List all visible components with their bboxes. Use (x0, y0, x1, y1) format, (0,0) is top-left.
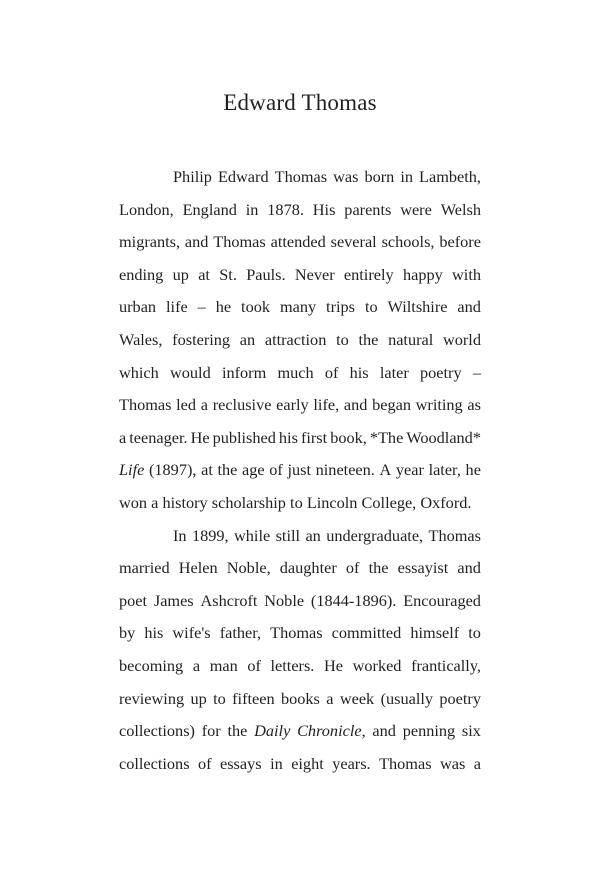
word: Thomas (213, 232, 266, 252)
word: Never (294, 264, 335, 284)
word: parents (344, 199, 392, 219)
word: won (119, 492, 148, 512)
word: Welsh (440, 199, 481, 219)
word: poetry (439, 688, 481, 708)
body-text (119, 161, 481, 780)
word: first (300, 427, 328, 447)
word: Lincoln (306, 492, 358, 512)
word: Woodland* (406, 427, 481, 447)
word: the (217, 460, 238, 480)
word: becoming (119, 655, 184, 675)
word: writing (415, 395, 463, 415)
word: Philip (173, 167, 212, 186)
word: while (234, 525, 271, 545)
word: to (364, 297, 378, 317)
word: in (245, 199, 259, 219)
word: and (457, 558, 481, 578)
word: essayist (397, 558, 449, 578)
text-line (119, 389, 481, 422)
word: letters. (270, 655, 315, 675)
word: (1897), (148, 460, 197, 480)
word: essays (220, 753, 262, 773)
word: urban (119, 297, 157, 317)
text-line (119, 291, 481, 324)
word: his (278, 427, 298, 447)
word: attended (270, 232, 326, 252)
word: Thomas (428, 525, 481, 545)
word: father, (219, 623, 262, 643)
word: Noble (264, 590, 305, 610)
word: before (439, 232, 481, 252)
word: reviewing (119, 688, 185, 708)
word: penning (402, 721, 456, 741)
word: himself (410, 623, 460, 643)
text-line (119, 585, 481, 618)
word: teenager. (129, 427, 188, 447)
word: many (279, 297, 317, 317)
word: books (280, 688, 320, 708)
text-line (119, 161, 481, 194)
word: A (379, 460, 392, 480)
word: life, (313, 395, 340, 415)
word: schools, (381, 232, 435, 252)
word: the (368, 558, 389, 578)
word: born (364, 167, 395, 186)
text-line (119, 552, 481, 585)
word: Chronicle, (297, 715, 366, 748)
text-line (119, 520, 481, 553)
word: at (198, 264, 210, 284)
word: up (172, 264, 189, 284)
word: poet (119, 590, 148, 610)
word: book, (330, 427, 367, 447)
word: would (170, 362, 211, 382)
word: a (151, 492, 159, 512)
word: wife's (172, 623, 211, 643)
word: *The (369, 427, 404, 447)
word: of (269, 460, 283, 480)
word: took (241, 297, 270, 317)
word: collections) (119, 721, 195, 741)
word: which (119, 362, 159, 382)
word: a (473, 753, 481, 773)
word: led (176, 395, 197, 415)
word: 1878. (267, 199, 304, 219)
word: for (201, 721, 221, 741)
text-line (119, 226, 481, 259)
word: to (468, 623, 481, 643)
word: Noble, (226, 558, 271, 578)
word: early (276, 395, 309, 415)
word (254, 715, 290, 748)
word: an (305, 525, 321, 545)
word: age (242, 460, 265, 480)
word: Thomas (274, 167, 328, 186)
word: married (119, 558, 170, 578)
text-line (119, 259, 481, 292)
word: frantically, (411, 655, 481, 675)
word: ending (119, 264, 164, 284)
word: migrants, (119, 232, 181, 252)
word: a (192, 655, 201, 675)
word (119, 454, 144, 487)
chapter-title: Edward Thomas (223, 90, 377, 115)
word: just (287, 460, 311, 480)
word: natural (388, 329, 434, 349)
word: was (333, 167, 359, 186)
word: poetry (420, 362, 462, 382)
word: St. (219, 264, 237, 284)
word: happy (402, 264, 443, 284)
word: and (457, 297, 481, 317)
word: collections (119, 753, 190, 773)
word: His (312, 199, 336, 219)
word: attraction (264, 329, 327, 349)
text-line (119, 357, 481, 390)
word: daughter (279, 558, 337, 578)
word: 1899, (191, 525, 229, 545)
word: nineteen. (315, 460, 375, 480)
word: fifteen (232, 688, 275, 708)
word: still (275, 525, 301, 545)
word: a (119, 427, 127, 447)
word: – (197, 297, 206, 317)
word: of (324, 362, 339, 382)
word: reclusive (212, 395, 272, 415)
word: world (442, 329, 481, 349)
word: his (144, 623, 164, 643)
word: trips (326, 297, 355, 317)
word: Edward (217, 167, 269, 186)
text-line (119, 454, 481, 487)
word: Wiltshire (387, 297, 448, 317)
word: a (200, 395, 208, 415)
word: Thomas (119, 395, 172, 415)
word: Thomas (379, 753, 432, 773)
word: were (400, 199, 432, 219)
word: in (270, 753, 283, 773)
word: (1844-1896). (310, 590, 397, 610)
word: much (277, 362, 314, 382)
text-line (119, 324, 481, 357)
word: the (358, 329, 379, 349)
word: scholarship (211, 492, 286, 512)
word: to (290, 492, 303, 512)
text-line (119, 748, 481, 781)
italic-text: Chronicle (297, 721, 362, 741)
word: began (372, 395, 411, 415)
text-line (119, 487, 481, 520)
word: at (201, 460, 213, 480)
word: and (372, 721, 396, 741)
word: up (190, 688, 207, 708)
word: later (379, 362, 409, 382)
word: of (197, 753, 212, 773)
word: worked (352, 655, 402, 675)
italic-text: Life (119, 460, 145, 480)
word: his (349, 362, 369, 382)
word: he (215, 297, 232, 317)
word: inform (221, 362, 267, 382)
word: week (339, 688, 375, 708)
word: Helen (178, 558, 218, 578)
word: he (465, 460, 481, 480)
text-line (119, 194, 481, 227)
word: of (247, 655, 261, 675)
word: published (212, 427, 276, 447)
word: several (330, 232, 377, 252)
text-line (119, 617, 481, 650)
word: Wales, (119, 329, 163, 349)
word: to (336, 329, 349, 349)
word: James (153, 590, 194, 610)
word: eight (291, 753, 324, 773)
word: man (209, 655, 238, 675)
word: London, (119, 199, 174, 219)
text-line (119, 650, 481, 683)
word: Thomas (270, 623, 323, 643)
word: an (239, 329, 256, 349)
word: was (439, 753, 466, 773)
word: College, (361, 492, 417, 512)
word: – (472, 362, 481, 382)
word: entirely (343, 264, 394, 284)
word: with (452, 264, 481, 284)
word: six (461, 721, 481, 741)
word: Encouraged (403, 590, 481, 610)
word: undergraduate, (326, 525, 424, 545)
word: He (190, 427, 210, 447)
word: life (166, 297, 188, 317)
word: later, (428, 460, 461, 480)
word: committed (331, 623, 402, 643)
word: history (162, 492, 208, 512)
word: in (400, 167, 414, 186)
word: the (227, 721, 248, 741)
word: year (395, 460, 424, 480)
word: Pauls. (246, 264, 286, 284)
word: England (182, 199, 237, 219)
word: to (213, 688, 226, 708)
word: a (326, 688, 334, 708)
word: In (173, 525, 187, 545)
text-line (119, 683, 481, 716)
word: Ashcroft (200, 590, 258, 610)
word: (usually (380, 688, 434, 708)
text-line (119, 715, 481, 748)
word: fostering (172, 329, 231, 349)
word: of (345, 558, 360, 578)
word: He (324, 655, 343, 675)
word: by (119, 623, 136, 643)
word: years. (332, 753, 371, 773)
word: and (343, 395, 368, 415)
italic-text: Daily (254, 721, 291, 741)
word: as (467, 395, 481, 415)
text-line (119, 422, 481, 455)
word: Oxford. (420, 492, 472, 512)
word: and (184, 232, 209, 252)
word: Lambeth, (419, 167, 481, 186)
